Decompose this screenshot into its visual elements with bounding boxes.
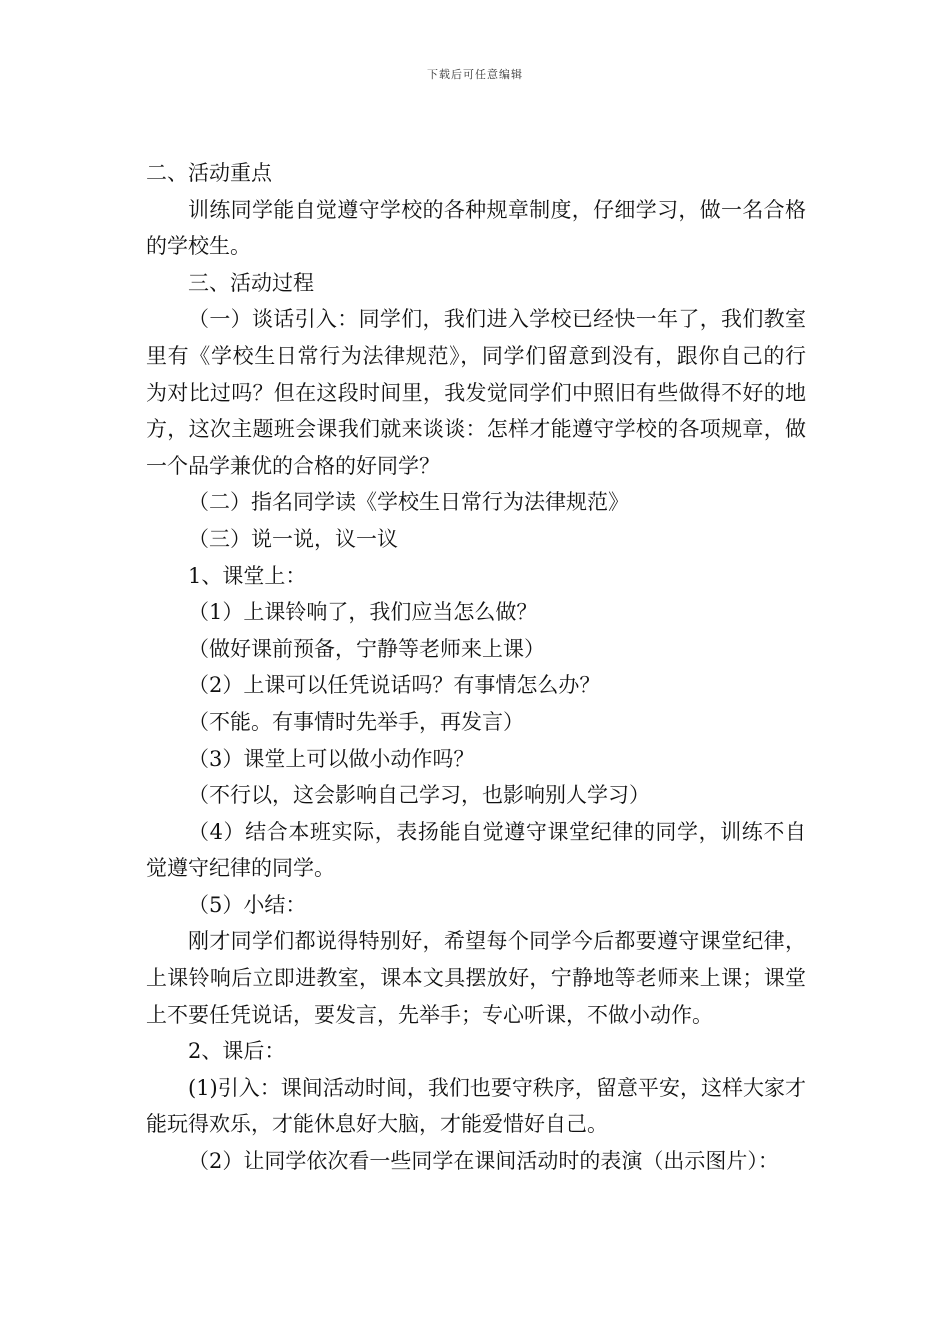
paragraph: （三）说一说，议一议 bbox=[188, 526, 398, 551]
paragraph: 训练同学能自觉遵守学校的各种规章制度，仔细学习，做一名合格的学校生。 bbox=[146, 197, 806, 259]
page-header: 下载后可任意编辑 bbox=[427, 68, 523, 81]
answer: （不能。有事情时先举手，再发言） bbox=[188, 709, 524, 734]
section-heading-activity-focus: 二、活动重点 bbox=[146, 161, 272, 185]
question: （1）上课铃响了，我们应当怎么做？ bbox=[188, 600, 538, 625]
question: （2）上课可以任凭说话吗？有事情怎么办？ bbox=[188, 673, 601, 698]
section-heading-activity-process: 三、活动过程 bbox=[188, 270, 314, 295]
subheading-summary: （5）小结： bbox=[188, 892, 307, 917]
paragraph: 刚才同学们都说得特别好，希望每个同学今后都要遵守课堂纪律，上课铃响后立即进教室，课本文具摆放好，宁静地等老师来上课；课堂上不要任凭说话，要发言，先举手；专心听课，不做小动作。 bbox=[146, 929, 806, 1027]
paragraph: （4）结合本班实际，表扬能自觉遵守课堂纪律的同学，训练不自觉遵守纪律的同学。 bbox=[146, 819, 806, 881]
document-body bbox=[146, 155, 806, 1180]
paragraph: （二）指名同学读《学校生日常行为法律规范》 bbox=[188, 490, 629, 515]
paragraph: (1)引入：课间活动时间，我们也要守秩序，留意平安，这样大家才能玩得欢乐，才能休息好大脑，才能爱惜好自己。 bbox=[146, 1075, 806, 1137]
subheading-after-class: 2、课后： bbox=[188, 1039, 286, 1064]
subheading-in-class: 1、课堂上： bbox=[188, 563, 307, 588]
paragraph: （一）谈话引入：同学们，我们进入学校已经快一年了，我们教室里有《学校生日常行为法律规范》，同学们留意到没有，跟你自己的行为对比过吗？但在这段时间里，我发觉同学们中照旧有些做得不好的地方，这次主题班会课我们就来谈谈：怎样才能遵守学校的各项规章，做一个品学兼优的合格的好同学？ bbox=[146, 307, 806, 478]
paragraph: （2）让同学依次看一些同学在课间活动时的表演（出示图片）： bbox=[188, 1149, 779, 1174]
answer: （做好课前预备，宁静等老师来上课） bbox=[188, 636, 545, 661]
question: （3）课堂上可以做小动作吗？ bbox=[188, 746, 475, 771]
answer: （不行以，这会影响自己学习，也影响别人学习） bbox=[188, 783, 650, 808]
